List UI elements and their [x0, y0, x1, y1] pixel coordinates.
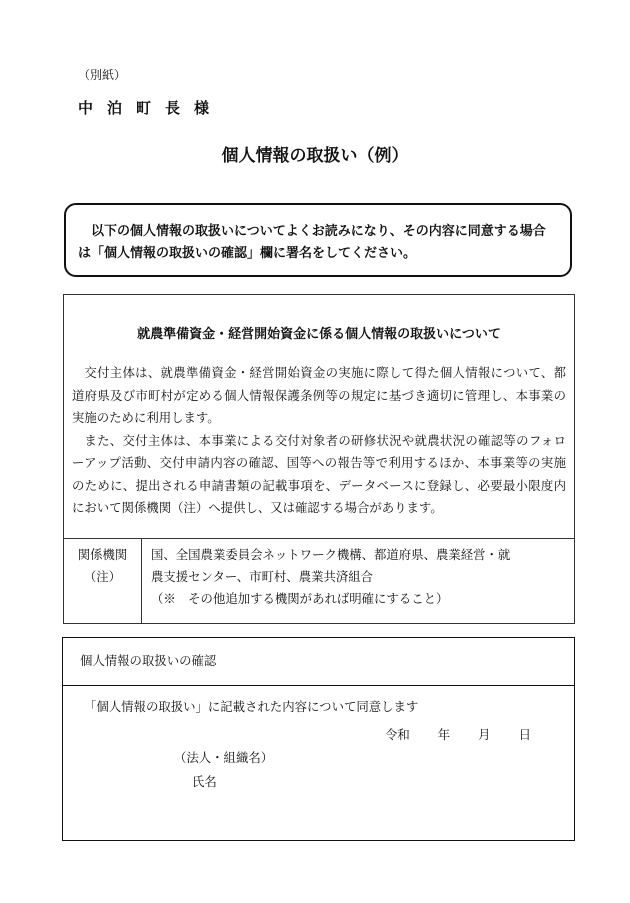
related-orgs-label-line-1: 関係機関 [77, 547, 128, 562]
date-month: 月 [478, 727, 491, 742]
notice-line-2: は「個人情報の取扱いの確認」欄に署名をしてください。 [78, 246, 417, 261]
signature-name-field[interactable]: 氏名 [192, 774, 217, 789]
notice-box [64, 203, 572, 277]
related-orgs-label [64, 539, 142, 623]
related-orgs-line-1: 国、全国農業委員会ネットワーク機構、都道府県、農業経営・就 [151, 547, 511, 562]
related-orgs-content [142, 539, 574, 623]
date-era: 令和 [385, 727, 410, 742]
related-orgs-line-2: 農支援センター、市町村、農業共済組合 [151, 569, 374, 584]
confirmation-box [62, 637, 575, 841]
agreement-text: 「個人情報の取扱い」に記載された内容について同意します [84, 699, 419, 714]
policy-title: 就農準備資金・経営開始資金に係る個人情報の取扱いについて [137, 327, 501, 342]
organization-name-field[interactable]: （法人・組織名） [174, 750, 274, 765]
policy-paragraph-1: 交付主体は、就農準備資金・経営開始資金の実施に際して得た個人情報について、都道府県及び市町村が定める個人情報保護条例等の規定に基づき適切に管理し、本事業の実施のために利用します。 [72, 365, 566, 425]
confirmation-heading: 個人情報の取扱いの確認 [63, 638, 574, 686]
related-orgs-table [64, 538, 574, 623]
page-title: 個人情報の取扱い（例） [221, 146, 409, 166]
policy-body [72, 362, 566, 520]
policy-box [63, 294, 575, 624]
date-field[interactable] [385, 725, 531, 743]
related-orgs-note: （※ その他追加する機関があれば明確にすること） [151, 591, 449, 606]
policy-paragraph-2: また、交付主体は、本事業による交付対象者の研修状況や就農状況の確認等のフォローアップ活動、交付申請内容の確認、国等への報告等で利用するほか、本事業等の実施のために、提出される申請書類の記載事項を、データベースに登録し、必要最小限度内において関係機関（注）へ提供し、又は確認する場合があります。 [72, 432, 566, 515]
date-year: 年 [437, 727, 451, 742]
date-day: 日 [518, 727, 531, 742]
addressee: 中泊町長様 [78, 99, 224, 117]
notice-line-1: 以下の個人情報の取扱いについてよくお読みになり、その内容に同意する場合 [91, 224, 546, 239]
related-orgs-label-line-2: （注） [83, 569, 122, 584]
annex-label: （別紙） [78, 68, 127, 82]
